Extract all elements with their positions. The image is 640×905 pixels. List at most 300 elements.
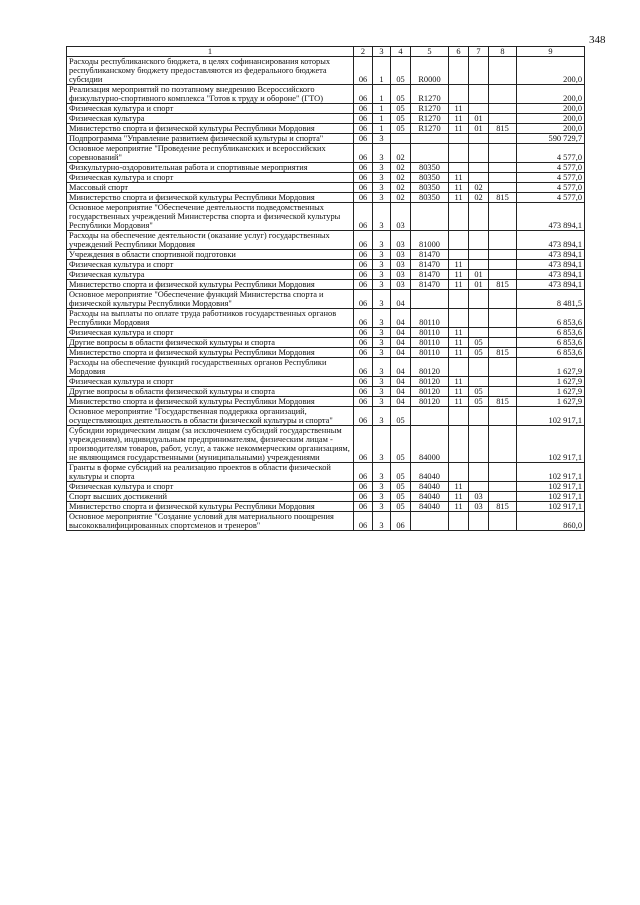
amount-cell: 8 481,5	[517, 290, 585, 309]
table-row	[67, 85, 585, 104]
code-cell-c4: 04	[391, 338, 411, 348]
code-cell-c5: R1270	[411, 114, 449, 124]
code-cell-c6	[449, 144, 469, 163]
code-cell-c3: 3	[373, 144, 391, 163]
amount-cell: 102 917,1	[517, 426, 585, 463]
code-cell-c2: 06	[354, 512, 373, 531]
table-row	[67, 144, 585, 163]
code-cell-c7: 03	[469, 492, 489, 502]
row-name-cell: Спорт высших достижений	[67, 492, 354, 502]
code-cell-c8	[489, 309, 517, 328]
table-row	[67, 114, 585, 124]
code-cell-c6	[449, 309, 469, 328]
table-row	[67, 104, 585, 114]
code-cell-c2: 06	[354, 134, 373, 144]
amount-cell: 473 894,1	[517, 260, 585, 270]
code-cell-c3: 3	[373, 502, 391, 512]
code-cell-c3: 3	[373, 193, 391, 203]
code-cell-c7	[469, 134, 489, 144]
amount-cell: 102 917,1	[517, 492, 585, 502]
amount-cell: 1 627,9	[517, 358, 585, 377]
code-cell-c7	[469, 407, 489, 426]
table-row	[67, 387, 585, 397]
code-cell-c3: 3	[373, 134, 391, 144]
code-cell-c6	[449, 290, 469, 309]
table-row	[67, 203, 585, 231]
code-cell-c8	[489, 377, 517, 387]
amount-cell: 473 894,1	[517, 231, 585, 250]
row-name-cell: Учреждения в области спортивной подготовки	[67, 250, 354, 260]
code-cell-c5	[411, 203, 449, 231]
amount-cell: 473 894,1	[517, 203, 585, 231]
code-cell-c3: 3	[373, 280, 391, 290]
code-cell-c6: 11	[449, 260, 469, 270]
code-cell-c8: 815	[489, 280, 517, 290]
code-cell-c7	[469, 104, 489, 114]
code-cell-c4: 05	[391, 502, 411, 512]
row-name-cell: Другие вопросы в области физической культуры и спорта	[67, 387, 354, 397]
table-row	[67, 492, 585, 502]
code-cell-c2: 06	[354, 309, 373, 328]
code-cell-c3: 3	[373, 260, 391, 270]
code-cell-c4: 06	[391, 512, 411, 531]
code-cell-c6: 11	[449, 348, 469, 358]
code-cell-c5: R1270	[411, 104, 449, 114]
code-cell-c3: 3	[373, 358, 391, 377]
amount-cell: 200,0	[517, 104, 585, 114]
code-cell-c8	[489, 183, 517, 193]
code-cell-c5: 80110	[411, 328, 449, 338]
code-cell-c8	[489, 114, 517, 124]
column-header: 7	[469, 47, 489, 57]
table-row	[67, 338, 585, 348]
amount-cell: 6 853,6	[517, 338, 585, 348]
table-row	[67, 250, 585, 260]
code-cell-c4: 05	[391, 124, 411, 134]
code-cell-c4: 04	[391, 397, 411, 407]
code-cell-c7	[469, 328, 489, 338]
table-row	[67, 482, 585, 492]
code-cell-c8	[489, 85, 517, 104]
table-row	[67, 377, 585, 387]
row-name-cell: Основное мероприятие "Обеспечение функций Министерства спорта и физической культуры Республики Мордовия"	[67, 290, 354, 309]
code-cell-c7	[469, 144, 489, 163]
code-cell-c4: 04	[391, 309, 411, 328]
code-cell-c7: 05	[469, 348, 489, 358]
code-cell-c7	[469, 377, 489, 387]
row-name-cell: Расходы республиканского бюджета, в целях софинансирования которых республиканскому бюджету предоставляются из федерального бюджета субсидии	[67, 57, 354, 85]
row-name-cell: Основное мероприятие "Создание условий для материального поощрения высококвалифицированных спортсменов и тренеров"	[67, 512, 354, 531]
code-cell-c5	[411, 407, 449, 426]
code-cell-c2: 06	[354, 104, 373, 114]
code-cell-c4: 04	[391, 387, 411, 397]
code-cell-c7	[469, 203, 489, 231]
code-cell-c5: 80110	[411, 348, 449, 358]
code-cell-c7	[469, 482, 489, 492]
code-cell-c5: 80120	[411, 397, 449, 407]
amount-cell: 4 577,0	[517, 183, 585, 193]
row-name-cell: Министерство спорта и физической культуры Республики Мордовия	[67, 280, 354, 290]
amount-cell: 4 577,0	[517, 173, 585, 183]
code-cell-c4: 05	[391, 57, 411, 85]
code-cell-c3: 3	[373, 407, 391, 426]
table-row	[67, 397, 585, 407]
code-cell-c5: 84040	[411, 482, 449, 492]
code-cell-c3: 3	[373, 426, 391, 463]
code-cell-c7: 01	[469, 124, 489, 134]
code-cell-c6: 11	[449, 502, 469, 512]
code-cell-c4: 05	[391, 463, 411, 482]
row-name-cell: Физическая культура и спорт	[67, 328, 354, 338]
code-cell-c8	[489, 407, 517, 426]
row-name-cell: Физическая культура и спорт	[67, 377, 354, 387]
code-cell-c5: R1270	[411, 124, 449, 134]
row-name-cell: Расходы на выплаты по оплате труда работников государственных органов Республики Мордовия	[67, 309, 354, 328]
code-cell-c8	[489, 173, 517, 183]
code-cell-c6: 11	[449, 193, 469, 203]
amount-cell: 4 577,0	[517, 163, 585, 173]
code-cell-c3: 1	[373, 104, 391, 114]
code-cell-c7: 05	[469, 338, 489, 348]
code-cell-c2: 06	[354, 270, 373, 280]
code-cell-c5: R0000	[411, 57, 449, 85]
code-cell-c5: 80110	[411, 338, 449, 348]
code-cell-c4: 03	[391, 280, 411, 290]
code-cell-c4: 04	[391, 358, 411, 377]
code-cell-c6: 11	[449, 492, 469, 502]
code-cell-c6	[449, 57, 469, 85]
code-cell-c3: 3	[373, 348, 391, 358]
table-row	[67, 260, 585, 270]
code-cell-c7	[469, 260, 489, 270]
code-cell-c3: 3	[373, 290, 391, 309]
code-cell-c5: 80350	[411, 173, 449, 183]
row-name-cell: Физическая культура и спорт	[67, 260, 354, 270]
code-cell-c2: 06	[354, 290, 373, 309]
code-cell-c2: 06	[354, 348, 373, 358]
code-cell-c2: 06	[354, 492, 373, 502]
amount-cell: 200,0	[517, 124, 585, 134]
code-cell-c3: 3	[373, 338, 391, 348]
code-cell-c5: 81470	[411, 280, 449, 290]
table-row	[67, 134, 585, 144]
row-name-cell: Министерство спорта и физической культуры Республики Мордовия	[67, 502, 354, 512]
code-cell-c6	[449, 250, 469, 260]
code-cell-c5: 84040	[411, 463, 449, 482]
code-cell-c4: 02	[391, 183, 411, 193]
code-cell-c5	[411, 290, 449, 309]
row-name-cell: Министерство спорта и физической культуры Республики Мордовия	[67, 397, 354, 407]
code-cell-c2: 06	[354, 328, 373, 338]
table-row	[67, 163, 585, 173]
code-cell-c6	[449, 407, 469, 426]
code-cell-c8	[489, 338, 517, 348]
table-row	[67, 502, 585, 512]
row-name-cell: Физическая культура и спорт	[67, 482, 354, 492]
code-cell-c8	[489, 426, 517, 463]
code-cell-c7: 01	[469, 280, 489, 290]
row-name-cell: Министерство спорта и физической культуры Республики Мордовия	[67, 348, 354, 358]
code-cell-c6: 11	[449, 387, 469, 397]
table-row	[67, 309, 585, 328]
table-row	[67, 231, 585, 250]
amount-cell: 1 627,9	[517, 387, 585, 397]
code-cell-c4: 05	[391, 407, 411, 426]
column-header: 2	[354, 47, 373, 57]
code-cell-c8: 815	[489, 124, 517, 134]
table-row	[67, 328, 585, 338]
code-cell-c4: 05	[391, 85, 411, 104]
row-name-cell: Основное мероприятие "Государственная поддержка организаций, осуществляющих деятельность в области физической культуры и спорта"	[67, 407, 354, 426]
budget-table	[66, 46, 585, 531]
code-cell-c5	[411, 134, 449, 144]
code-cell-c6	[449, 85, 469, 104]
table-row	[67, 463, 585, 482]
code-cell-c6: 11	[449, 338, 469, 348]
code-cell-c3: 1	[373, 124, 391, 134]
code-cell-c8	[489, 144, 517, 163]
code-cell-c7: 05	[469, 397, 489, 407]
column-header: 3	[373, 47, 391, 57]
code-cell-c5: 81470	[411, 260, 449, 270]
column-header: 1	[67, 47, 354, 57]
code-cell-c2: 06	[354, 377, 373, 387]
code-cell-c2: 06	[354, 397, 373, 407]
column-header: 5	[411, 47, 449, 57]
code-cell-c6	[449, 426, 469, 463]
code-cell-c6	[449, 358, 469, 377]
code-cell-c2: 06	[354, 338, 373, 348]
row-name-cell: Физическая культура и спорт	[67, 173, 354, 183]
table-row	[67, 407, 585, 426]
table-row	[67, 183, 585, 193]
code-cell-c5: 81000	[411, 231, 449, 250]
code-cell-c4: 05	[391, 104, 411, 114]
code-cell-c2: 06	[354, 387, 373, 397]
row-name-cell: Расходы на обеспечение деятельности (оказание услуг) государственных учреждений Республики Мордовия	[67, 231, 354, 250]
code-cell-c5: 80350	[411, 193, 449, 203]
code-cell-c6: 11	[449, 397, 469, 407]
code-cell-c3: 3	[373, 328, 391, 338]
code-cell-c8	[489, 163, 517, 173]
amount-cell: 590 729,7	[517, 134, 585, 144]
row-name-cell: Министерство спорта и физической культуры Республики Мордовия	[67, 124, 354, 134]
code-cell-c2: 06	[354, 173, 373, 183]
amount-cell: 102 917,1	[517, 463, 585, 482]
code-cell-c2: 06	[354, 85, 373, 104]
amount-cell: 473 894,1	[517, 270, 585, 280]
code-cell-c8	[489, 260, 517, 270]
amount-cell: 6 853,6	[517, 348, 585, 358]
code-cell-c7: 02	[469, 183, 489, 193]
code-cell-c5: 84000	[411, 426, 449, 463]
code-cell-c6: 11	[449, 124, 469, 134]
code-cell-c8: 815	[489, 502, 517, 512]
code-cell-c2: 06	[354, 193, 373, 203]
code-cell-c2: 06	[354, 426, 373, 463]
table-row	[67, 358, 585, 377]
code-cell-c2: 06	[354, 502, 373, 512]
code-cell-c7	[469, 85, 489, 104]
code-cell-c6	[449, 134, 469, 144]
code-cell-c2: 06	[354, 482, 373, 492]
code-cell-c5: 81470	[411, 250, 449, 260]
code-cell-c7	[469, 57, 489, 85]
code-cell-c5: 80350	[411, 183, 449, 193]
code-cell-c2: 06	[354, 183, 373, 193]
row-name-cell: Гранты в форме субсидий на реализацию проектов в области физической культуры и спорта	[67, 463, 354, 482]
code-cell-c8	[489, 512, 517, 531]
code-cell-c6: 11	[449, 114, 469, 124]
code-cell-c2: 06	[354, 280, 373, 290]
column-header: 8	[489, 47, 517, 57]
amount-cell: 102 917,1	[517, 502, 585, 512]
code-cell-c5: 81470	[411, 270, 449, 280]
code-cell-c7	[469, 163, 489, 173]
code-cell-c4: 03	[391, 260, 411, 270]
code-cell-c7	[469, 426, 489, 463]
code-cell-c2: 06	[354, 463, 373, 482]
code-cell-c2: 06	[354, 57, 373, 85]
code-cell-c2: 06	[354, 114, 373, 124]
code-cell-c4: 02	[391, 173, 411, 183]
code-cell-c3: 1	[373, 57, 391, 85]
code-cell-c3: 3	[373, 387, 391, 397]
code-cell-c2: 06	[354, 231, 373, 250]
code-cell-c3: 3	[373, 183, 391, 193]
table-row	[67, 290, 585, 309]
code-cell-c3: 3	[373, 203, 391, 231]
code-cell-c8	[489, 270, 517, 280]
amount-cell: 1 627,9	[517, 397, 585, 407]
amount-cell: 6 853,6	[517, 309, 585, 328]
code-cell-c4: 02	[391, 193, 411, 203]
code-cell-c7	[469, 250, 489, 260]
code-cell-c8	[489, 358, 517, 377]
code-cell-c7	[469, 358, 489, 377]
code-cell-c4: 04	[391, 290, 411, 309]
code-cell-c2: 06	[354, 260, 373, 270]
code-cell-c8	[489, 492, 517, 502]
table-row	[67, 348, 585, 358]
amount-cell: 200,0	[517, 114, 585, 124]
code-cell-c7	[469, 512, 489, 531]
code-cell-c6: 11	[449, 280, 469, 290]
row-name-cell: Другие вопросы в области физической культуры и спорта	[67, 338, 354, 348]
code-cell-c3: 3	[373, 173, 391, 183]
code-cell-c3: 3	[373, 250, 391, 260]
code-cell-c2: 06	[354, 144, 373, 163]
amount-cell: 4 577,0	[517, 193, 585, 203]
code-cell-c8	[489, 134, 517, 144]
code-cell-c7	[469, 231, 489, 250]
row-name-cell: Массовый спорт	[67, 183, 354, 193]
table-row	[67, 193, 585, 203]
code-cell-c4	[391, 134, 411, 144]
code-cell-c6: 11	[449, 328, 469, 338]
table-row	[67, 270, 585, 280]
code-cell-c3: 3	[373, 377, 391, 387]
code-cell-c4: 03	[391, 250, 411, 260]
code-cell-c6	[449, 231, 469, 250]
code-cell-c7: 01	[469, 114, 489, 124]
code-cell-c6: 11	[449, 377, 469, 387]
row-name-cell: Физкультурно-оздоровительная работа и спортивные мероприятия	[67, 163, 354, 173]
code-cell-c8	[489, 482, 517, 492]
code-cell-c6: 11	[449, 482, 469, 492]
code-cell-c3: 3	[373, 512, 391, 531]
code-cell-c6	[449, 163, 469, 173]
code-cell-c4: 02	[391, 144, 411, 163]
code-cell-c2: 06	[354, 358, 373, 377]
code-cell-c8	[489, 231, 517, 250]
code-cell-c8	[489, 104, 517, 114]
header-row	[67, 47, 585, 57]
row-name-cell: Расходы на обеспечение функций государственных органов Республики Мордовия	[67, 358, 354, 377]
code-cell-c4: 05	[391, 114, 411, 124]
code-cell-c5	[411, 512, 449, 531]
code-cell-c5: 84040	[411, 492, 449, 502]
code-cell-c3: 3	[373, 270, 391, 280]
amount-cell: 473 894,1	[517, 280, 585, 290]
code-cell-c2: 06	[354, 124, 373, 134]
code-cell-c4: 03	[391, 231, 411, 250]
code-cell-c5: R1270	[411, 85, 449, 104]
code-cell-c4: 02	[391, 163, 411, 173]
amount-cell: 200,0	[517, 85, 585, 104]
table-body	[67, 57, 585, 531]
code-cell-c6: 11	[449, 183, 469, 193]
code-cell-c6	[449, 512, 469, 531]
code-cell-c8	[489, 328, 517, 338]
code-cell-c7	[469, 309, 489, 328]
code-cell-c7: 01	[469, 270, 489, 280]
code-cell-c3: 3	[373, 309, 391, 328]
amount-cell: 102 917,1	[517, 482, 585, 492]
code-cell-c3: 3	[373, 163, 391, 173]
table-row	[67, 57, 585, 85]
code-cell-c4: 04	[391, 348, 411, 358]
code-cell-c5	[411, 144, 449, 163]
code-cell-c6: 11	[449, 270, 469, 280]
table-row	[67, 512, 585, 531]
code-cell-c8: 815	[489, 397, 517, 407]
code-cell-c8	[489, 57, 517, 85]
code-cell-c5: 80120	[411, 358, 449, 377]
code-cell-c8: 815	[489, 193, 517, 203]
row-name-cell: Подпрограмма "Управление развитием физической культуры и спорта"	[67, 134, 354, 144]
code-cell-c6	[449, 463, 469, 482]
code-cell-c5: 80350	[411, 163, 449, 173]
row-name-cell: Физическая культура	[67, 114, 354, 124]
row-name-cell: Субсидии юридическим лицам (за исключением субсидий государственным учреждениям), индивидуальным предпринимателям, физическим лицам - производителям товаров, работ, услуг, а также некоммерческим организациям, не являющимся государственными (муниципальными) учреждениями	[67, 426, 354, 463]
amount-cell: 1 627,9	[517, 377, 585, 387]
table-row	[67, 124, 585, 134]
code-cell-c5: 80120	[411, 377, 449, 387]
code-cell-c5: 80120	[411, 387, 449, 397]
page-number: 348	[589, 34, 606, 46]
code-cell-c4: 03	[391, 270, 411, 280]
code-cell-c4: 05	[391, 482, 411, 492]
code-cell-c2: 06	[354, 203, 373, 231]
column-header: 9	[517, 47, 585, 57]
code-cell-c5: 84040	[411, 502, 449, 512]
amount-cell: 4 577,0	[517, 144, 585, 163]
table-row	[67, 173, 585, 183]
amount-cell: 102 917,1	[517, 407, 585, 426]
table-row	[67, 426, 585, 463]
amount-cell: 860,0	[517, 512, 585, 531]
